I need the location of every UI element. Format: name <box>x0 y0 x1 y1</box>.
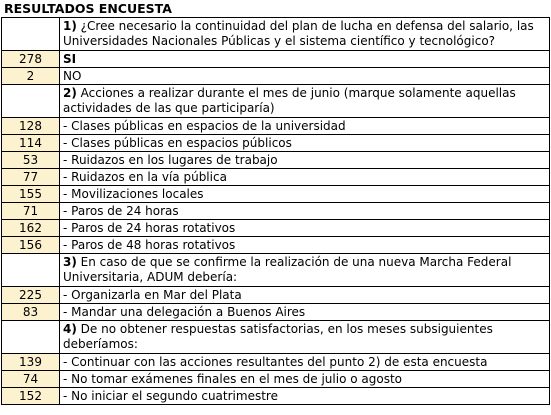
answer-count: 71 <box>2 203 60 220</box>
survey-table <box>1 17 550 405</box>
answer-label: NO <box>60 68 550 85</box>
answer-label: - Movilizaciones locales <box>60 186 550 203</box>
answer-label: - Paros de 48 horas rotativos <box>60 237 550 254</box>
answer-label: - Continuar con las acciones resultantes del punto 2) de esta encuesta <box>60 354 550 371</box>
answer-count: 225 <box>2 287 60 304</box>
question-row-2 <box>2 85 550 118</box>
question-text-line2: actividades de las que participaría) <box>63 101 275 115</box>
answer-label: - No iniciar el segundo cuatrimestre <box>60 388 550 405</box>
answer-label: - No tomar exámenes finales en el mes de julio o agosto <box>60 371 550 388</box>
answer-label: - Organizarla en Mar del Plata <box>60 287 550 304</box>
answer-row <box>2 169 550 186</box>
question-text-line2: Universitaria, ADUM debería: <box>63 270 238 284</box>
answer-count: 139 <box>2 354 60 371</box>
question-text-line2: Universidades Nacionales Públicas y el sistema científico y tecnológico? <box>63 34 496 48</box>
answer-count: 2 <box>2 68 60 85</box>
answer-row <box>2 203 550 220</box>
answer-row <box>2 118 550 135</box>
answer-count: 83 <box>2 304 60 321</box>
answer-label: - Mandar una delegación a Buenos Aires <box>60 304 550 321</box>
question-text-line1: De no obtener respuestas satisfactorias, en los meses subsiguientes <box>80 322 493 336</box>
question-text-line2: deberíamos: <box>63 337 138 351</box>
answer-row <box>2 135 550 152</box>
answer-count: 155 <box>2 186 60 203</box>
question-number: 1) <box>63 19 77 33</box>
answer-count: 77 <box>2 169 60 186</box>
question-row-3 <box>2 254 550 287</box>
answer-count: 156 <box>2 237 60 254</box>
question-count-cell <box>2 321 60 354</box>
question-text-line1: En caso de que se confirme la realización de una nueva Marcha Federal <box>80 255 512 269</box>
answer-count: 53 <box>2 152 60 169</box>
answer-label: SI <box>60 51 550 68</box>
answer-count: 278 <box>2 51 60 68</box>
answer-row <box>2 152 550 169</box>
answer-count: 152 <box>2 388 60 405</box>
answer-label: - Clases públicas en espacios de la universidad <box>60 118 550 135</box>
question-text-line1: Acciones a realizar durante el mes de junio (marque solamente aquellas <box>80 86 516 100</box>
answer-row <box>2 304 550 321</box>
answer-count: 74 <box>2 371 60 388</box>
answer-row <box>2 68 550 85</box>
answer-label: - Ruidazos en los lugares de trabajo <box>60 152 550 169</box>
answer-label: - Paros de 24 horas <box>60 203 550 220</box>
question-text-line1: ¿Cree necesario la continuidad del plan de lucha en defensa del salario, las <box>80 19 534 33</box>
answer-count: 114 <box>2 135 60 152</box>
question-text-cell <box>60 254 550 287</box>
answer-label: - Ruidazos en la vía pública <box>60 169 550 186</box>
answer-label: - Clases públicas en espacios públicos <box>60 135 550 152</box>
sheet-title: RESULTADOS ENCUESTA <box>4 1 172 16</box>
answer-row <box>2 388 550 405</box>
answer-count: 128 <box>2 118 60 135</box>
answer-row <box>2 186 550 203</box>
question-count-cell <box>2 85 60 118</box>
answer-row <box>2 354 550 371</box>
question-number: 3) <box>63 255 77 269</box>
question-row-4 <box>2 321 550 354</box>
answer-row <box>2 220 550 237</box>
question-count-cell <box>2 18 60 51</box>
question-row-1 <box>2 18 550 51</box>
answer-row <box>2 51 550 68</box>
question-number: 4) <box>63 322 77 336</box>
answer-row <box>2 237 550 254</box>
question-text-cell <box>60 321 550 354</box>
question-count-cell <box>2 254 60 287</box>
answer-row <box>2 371 550 388</box>
answer-row <box>2 287 550 304</box>
question-text-cell <box>60 18 550 51</box>
answer-label: - Paros de 24 horas rotativos <box>60 220 550 237</box>
question-text-cell <box>60 85 550 118</box>
answer-count: 162 <box>2 220 60 237</box>
question-number: 2) <box>63 86 77 100</box>
